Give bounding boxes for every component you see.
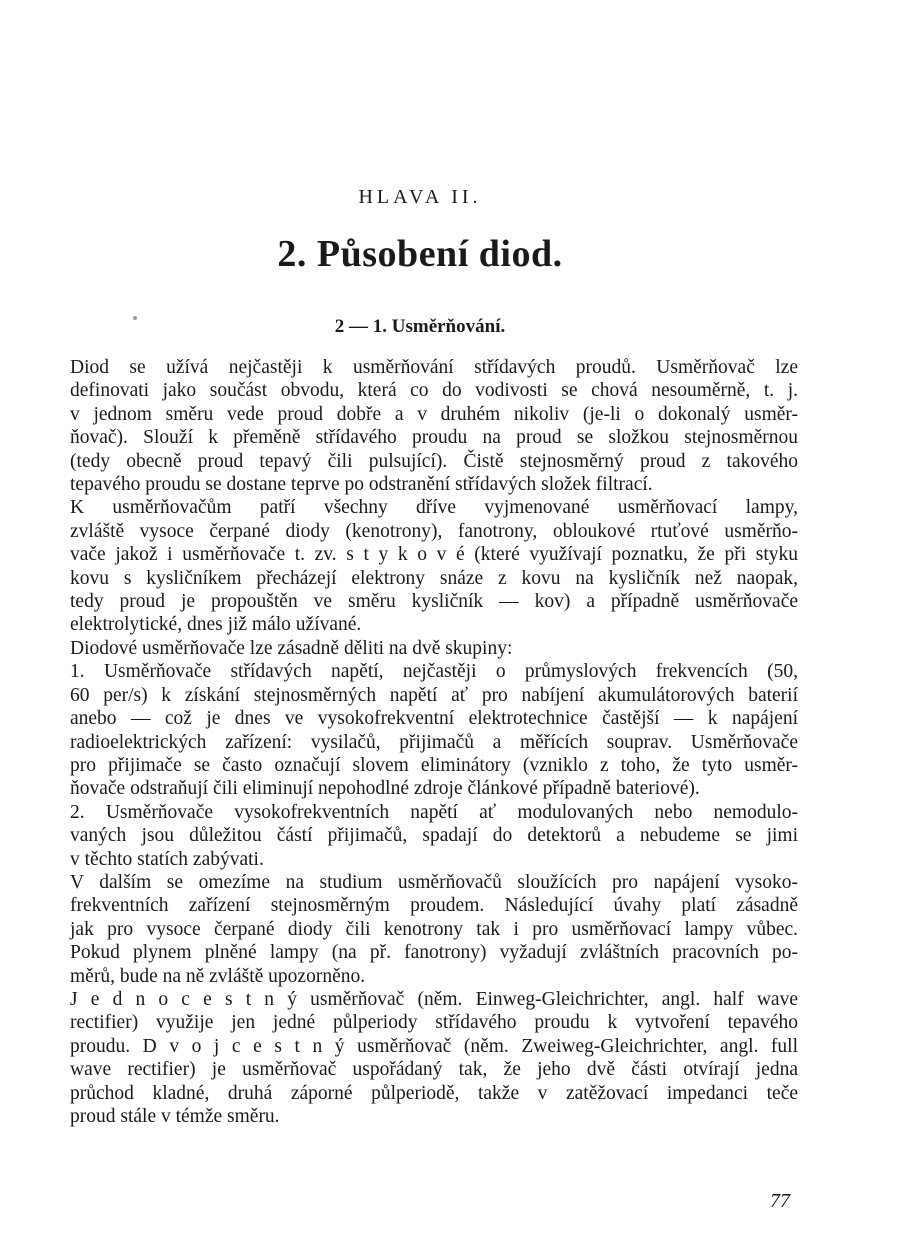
text-line: vaných jsou důležitou částí přijimačů, spadají do detektorů a nebudeme se jimi xyxy=(70,825,798,847)
text-line: vače jakož i usměrňovače t. zv. s t y k o v é (které využívají poznatku, že při styku xyxy=(70,544,798,566)
paragraph xyxy=(70,356,798,496)
body-text xyxy=(70,356,798,1128)
text-line: v těchto statích zabývati. xyxy=(70,848,264,870)
text-line: kovu s kysličníkem přecházejí elektrony snáze z kovu na kysličník než naopak, xyxy=(70,567,798,589)
text-line: ňovač). Slouží k přeměně střídavého proudu na proud se složkou stejnosměrnou xyxy=(70,427,798,449)
print-speck xyxy=(133,316,137,320)
text-line: pro přijimače se často označují slovem eliminátory (vzniklo z toho, že tyto usměr- xyxy=(70,754,798,776)
paragraph xyxy=(70,496,798,636)
chapter-heading: HLAVA II. xyxy=(358,186,482,208)
page-number: 77 xyxy=(770,1190,790,1212)
paragraph xyxy=(70,637,798,660)
text-line: elektrolytické, dnes již málo užívané. xyxy=(70,614,362,636)
text-line: v jednom směru vede proud dobře a v druhém nikoliv (je-li o dokonalý usměr- xyxy=(70,403,798,425)
section-heading: 2 — 1. Usměrňování. xyxy=(334,316,506,337)
text-line: J e d n o c e s t n ý usměrňovač (něm. Einweg-Gleichrichter, angl. half wave xyxy=(70,988,798,1010)
text-line: V dalším se omezíme na studium usměrňovačů sloužících pro napájení vysoko- xyxy=(70,871,798,893)
text-line: frekventních zařízení stejnosměrným proudem. Následující úvahy platí zásadně xyxy=(70,895,798,917)
text-line: radioelektrických zařízení: vysilačů, přijimačů a měřících souprav. Usměrňovače xyxy=(70,731,798,753)
text-line: definovati jako součást obvodu, která co do vodivosti se chová nesouměrně, t. j. xyxy=(70,380,798,402)
text-line: 2. Usměrňovače vysokofrekventních napětí ať modulovaných nebo nemodulo- xyxy=(70,801,798,823)
text-line: anebo — což je dnes ve vysokofrekventní elektrotechnice častější — k napájení xyxy=(70,708,798,730)
text-line: měrů, bude na ně zvláště upozorněno. xyxy=(70,965,366,987)
paragraph xyxy=(70,871,798,988)
chapter-title: 2. Působení diod. xyxy=(277,233,563,275)
text-line: rectifier) využije jen jedné půlperiody střídavého proudu k vytvoření tepavého xyxy=(70,1012,798,1034)
paragraph xyxy=(70,988,798,1128)
text-line: wave rectifier) je usměrňovač uspořádaný tak, že jeho dvě části otvírají jedna xyxy=(70,1059,798,1081)
text-line: jak pro vysoce čerpané diody čili kenotrony tak i pro usměrňovací lampy vůbec. xyxy=(70,918,798,940)
text-line: proudu. D v o j c e s t n ý usměrňovač (něm. Zweiweg-Gleichrichter, angl. full xyxy=(70,1035,798,1057)
text-line: 60 per/s) k získání stejnosměrných napětí ať pro nabíjení akumulátorových baterií xyxy=(70,684,798,706)
text-line: zvláště vysoce čerpané diody (kenotrony), fanotrony, obloukové rtuťové usměrňo- xyxy=(70,520,798,542)
text-line: průchod kladné, druhá záporné půlperiodě, takže v zatěžovací impedanci teče xyxy=(70,1082,798,1104)
text-line: tedy proud je propouštěn ve směru kysličník — kov) a případně usměrňovače xyxy=(70,591,798,613)
paragraph xyxy=(70,660,798,800)
text-line: (tedy obecně proud tepavý čili pulsující). Čistě stejnosměrný proud z takového xyxy=(70,450,798,472)
text-line: ňovače odstraňují čili eliminují nepohodlné zdroje článkové případně bateriové). xyxy=(70,778,700,800)
text-line: proud stále v témže směru. xyxy=(70,1106,280,1127)
text-line: 1. Usměrňovače střídavých napětí, nejčastěji o průmyslových frekvencích (50, xyxy=(70,661,798,683)
text-line: Diod se užívá nejčastěji k usměrňování střídavých proudů. Usměrňovač lze xyxy=(70,357,798,378)
text-line: Diodové usměrňovače lze zásadně děliti na dvě skupiny: xyxy=(70,637,513,659)
paragraph xyxy=(70,801,798,871)
text-line: tepavého proudu se dostane teprve po odstranění střídavých složek filtrací. xyxy=(70,474,653,496)
text-line: K usměrňovačům patří všechny dříve vyjmenované usměrňovací lampy, xyxy=(70,497,798,519)
text-line: Pokud plynem plněné lampy (na př. fanotrony) vyžadují zvláštních pracovních po- xyxy=(70,942,798,964)
